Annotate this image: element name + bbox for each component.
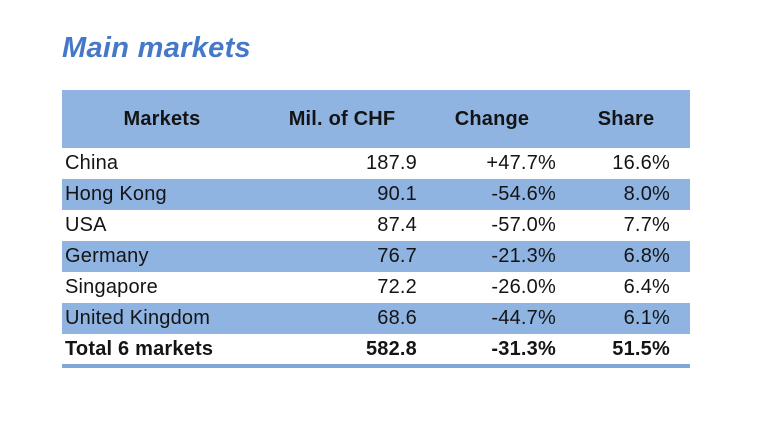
- cell-share: 16.6%: [612, 152, 670, 174]
- cell-market: United Kingdom: [62, 303, 262, 334]
- cell-chf: 90.1: [262, 179, 422, 210]
- cell-total-share: 51.5%: [562, 334, 690, 366]
- table-row-total: [62, 334, 690, 366]
- table-row-germany: [62, 241, 690, 272]
- cell-market: Hong Kong: [62, 179, 262, 210]
- cell-share: 8.0%: [562, 179, 690, 210]
- cell-share: 6.8%: [562, 241, 690, 272]
- cell-total-change: -31.3%: [422, 334, 562, 366]
- cell-market: USA: [65, 214, 107, 236]
- cell-market: Germany: [62, 241, 262, 272]
- column-header-share: Share: [562, 90, 690, 148]
- cell-market: Singapore: [65, 276, 158, 298]
- cell-change: -26.0%: [491, 276, 556, 298]
- cell-change: -54.6%: [422, 179, 562, 210]
- cell-total-chf: 582.8: [262, 334, 422, 366]
- cell-share: 6.1%: [562, 303, 690, 334]
- cell-change: -21.3%: [422, 241, 562, 272]
- table-row-usa: [62, 210, 690, 241]
- cell-chf: 68.6: [262, 303, 422, 334]
- table-row-united-kingdom: [62, 303, 690, 334]
- cell-total-label: Total 6 markets: [62, 334, 262, 366]
- cell-market: China: [65, 152, 119, 174]
- table-header: [62, 90, 690, 148]
- column-header-change: Change: [422, 90, 562, 148]
- table-row-china: [62, 148, 690, 179]
- cell-change: +47.7%: [486, 152, 556, 174]
- cell-chf: 87.4: [377, 214, 417, 236]
- cell-share: 7.7%: [623, 214, 670, 236]
- main-markets-table: [62, 90, 690, 368]
- cell-chf: 187.9: [365, 152, 417, 174]
- table-body: [62, 148, 690, 366]
- table-row-hong-kong: [62, 179, 690, 210]
- column-header-mil-of-chf: Mil. of CHF: [262, 90, 422, 148]
- cell-share: 6.4%: [623, 276, 670, 298]
- page-title: Main markets: [62, 32, 251, 64]
- cell-change: -57.0%: [491, 214, 556, 236]
- cell-change: -44.7%: [422, 303, 562, 334]
- header-row: [62, 90, 690, 148]
- cell-chf: 72.2: [377, 276, 417, 298]
- table-row-singapore: [62, 272, 690, 303]
- cell-chf: 76.7: [262, 241, 422, 272]
- column-header-markets: Markets: [62, 90, 262, 148]
